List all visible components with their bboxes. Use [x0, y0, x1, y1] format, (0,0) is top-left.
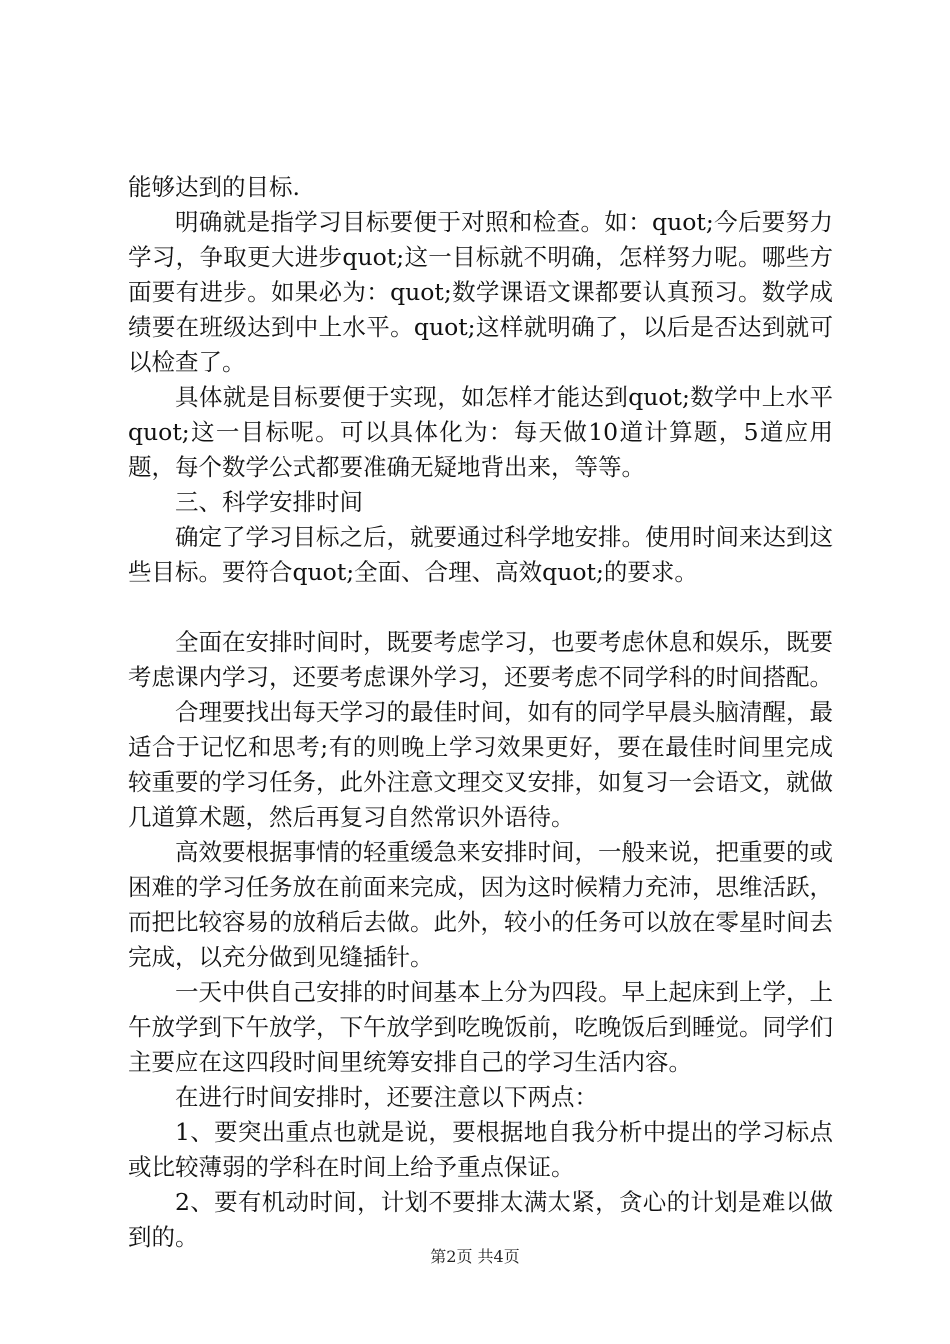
paragraph-continuation: 能够达到的目标. [128, 173, 300, 201]
page-footer [0, 1244, 950, 1267]
section-heading-schedule-time: 三、科学安排时间 [175, 488, 363, 516]
paragraph-efficient: 高效要根据事情的轻重缓急来安排时间，一般来说，把重要的或困难的学习任务放在前面来完成，因为这时候精力充沛，思维活跃，而把比较容易的放稍后去做。此外，较小的任务可以放在零星时间去完成，以充分做到见缝插针。 [128, 838, 833, 971]
document-body [128, 170, 833, 1255]
list-item-point-2: 2、要有机动时间，计划不要排太满太紧，贪心的计划是难以做到的。 [128, 1188, 833, 1251]
paragraph-gap [128, 590, 833, 625]
paragraph-reasonable: 合理要找出每天学习的最佳时间，如有的同学早晨头脑清醒，最适合于记忆和思考;有的则晚上学习效果更好，要在最佳时间里完成较重要的学习任务，此外注意文理交叉安排，如复习一会语文，就做几道算术题，然后再复习自然常识外语待。 [128, 698, 833, 831]
paragraph-two-points-intro: 在进行时间安排时，还要注意以下两点： [175, 1083, 598, 1111]
paragraph-concreteness: 具体就是目标要便于实现，如怎样才能达到quot;数学中上水平quot;这一目标呢。可以具体化为：每天做10道计算题，5道应用题，每个数学公式都要准确无疑地背出来，等等。 [128, 383, 833, 481]
paragraph-clarity: 明确就是指学习目标要便于对照和检查。如：quot;今后要努力学习，争取更大进步quot;这一目标就不明确，怎样努力呢。哪些方面要有进步。如果必为：quot;数学课语文课都要认真预习。数学成绩要在班级达到中上水平。quot;这样就明确了，以后是否达到就可以检查了。 [128, 208, 833, 376]
paragraph-comprehensive: 全面在安排时间时，既要考虑学习，也要考虑休息和娱乐，既要考虑课内学习，还要考虑课外学习，还要考虑不同学科的时间搭配。 [128, 628, 833, 691]
page-number-label: 第2页 共4页 [430, 1247, 520, 1266]
paragraph-goal-schedule: 确定了学习目标之后，就要通过科学地安排。使用时间来达到这些目标。要符合quot;全面、合理、高效quot;的要求。 [128, 523, 833, 586]
list-item-point-1: 1、要突出重点也就是说，要根据地自我分析中提出的学习标点或比较薄弱的学科在时间上给予重点保证。 [128, 1118, 833, 1181]
paragraph-four-periods: 一天中供自己安排的时间基本上分为四段。早上起床到上学，上午放学到下午放学，下午放学到吃晚饭前，吃晚饭后到睡觉。同学们主要应在这四段时间里统筹安排自己的学习生活内容。 [128, 978, 833, 1076]
